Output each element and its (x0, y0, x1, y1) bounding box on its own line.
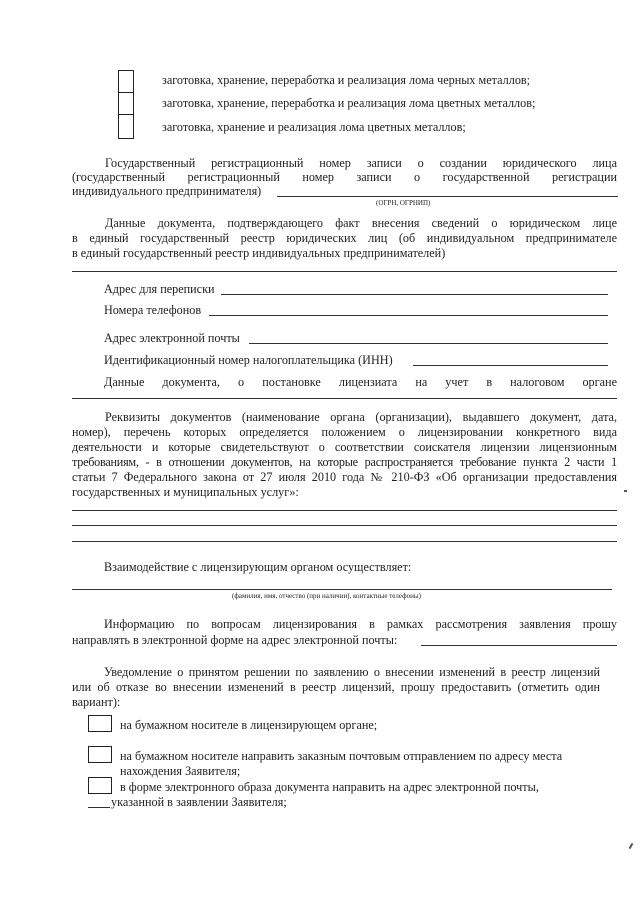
address-field[interactable] (221, 294, 608, 295)
requisites-field-1[interactable] (72, 510, 617, 511)
activity-checkbox-2[interactable] (118, 92, 134, 115)
reg-text-line-3: индивидуального предпринимателя) (72, 184, 262, 198)
tax-field[interactable] (72, 398, 617, 399)
ogrn-caption: (ОГРН, ОГРНИП) (376, 199, 431, 207)
notice-line-3: вариант): (72, 695, 121, 709)
reg-text-line-2: (государственный регистрационный номер записи о государственной регистрации (72, 170, 617, 184)
data-doc-field[interactable] (72, 271, 617, 272)
requisites-line-2: номер), перечень которых определяется положением о лицензировании конкретного вида (72, 425, 617, 439)
option-label-3b: указанной в заявлении Заявителя; (111, 795, 287, 809)
requisites-line-3: деятельности и которые свидетельствуют о соответствии соискателя лицензии лицензионным (72, 440, 617, 454)
interaction-text: Взаимодействие с лицензирующим органом осуществляет: (104, 560, 412, 574)
activity-checkbox-1[interactable] (118, 70, 134, 93)
tax-label: Данные документа, о постановке лицензиата на учет в налоговом органе (104, 375, 617, 389)
interaction-caption: (фамилия, имя, отчество (при наличии), контактные телефоны) (232, 592, 421, 600)
requisites-line-6: государственных и муниципальных услуг»: (72, 485, 299, 499)
scan-mark-bottom (629, 843, 634, 849)
info-line-1: Информацию по вопросам лицензирования в рамках рассмотрения заявления прошу (104, 617, 617, 631)
phones-label: Номера телефонов (104, 303, 202, 317)
interaction-field[interactable] (72, 589, 612, 590)
inn-field[interactable] (413, 365, 608, 366)
notice-line-2: или об отказе во внесении изменений в реестр лицензий, прошу предоставить (отметить один (72, 680, 600, 694)
option-label-3a: в форме электронного образа документа направить на адрес электронной почты, (120, 780, 539, 794)
requisites-line-5: статьи 7 Федерального закона от 27 июля 2010 года № 210-ФЗ «Об организации предоставления (72, 470, 617, 484)
option-label-1: на бумажном носителе в лицензирующем органе; (120, 718, 378, 732)
data-doc-line-3: в единый государственный реестр индивидуальных предпринимателей) (72, 246, 446, 260)
scan-mark-right (624, 490, 627, 492)
email-field[interactable] (249, 343, 608, 344)
ogrn-field[interactable] (277, 196, 618, 197)
requisites-line-1: Реквизиты документов (наименование органа (организации), выдавшего документ, дата, (105, 410, 617, 424)
notice-line-1: Уведомление о принятом решении по заявлению о внесении изменений в реестр лицензий (104, 665, 600, 679)
inn-label: Идентификационный номер налогоплательщика (ИНН) (104, 353, 393, 367)
data-doc-line-1: Данные документа, подтверждающего факт внесения сведений о юридическом лице (105, 216, 617, 230)
option-label-2a: на бумажном носителе направить заказным почтовым отправлением по адресу места (120, 749, 563, 763)
reg-text-line-1: Государственный регистрационный номер записи о создании юридического лица (105, 156, 617, 170)
option-label-2b: нахождения Заявителя; (120, 764, 241, 778)
phones-field[interactable] (209, 315, 608, 316)
activity-checkbox-3[interactable] (118, 114, 134, 139)
info-line-2: направлять в электронной форме на адрес электронной почты: (72, 633, 398, 647)
requisites-field-3[interactable] (72, 541, 617, 542)
requisites-field-2[interactable] (72, 525, 617, 526)
option-checkbox-2[interactable] (88, 746, 112, 763)
requisites-line-4: требованиям, - в отношении документов, на которые распространяется требование пункта 2 части 1 (72, 455, 617, 469)
address-label: Адрес для переписки (104, 282, 215, 296)
activity-label-1: заготовка, хранение, переработка и реализация лома черных металлов; (162, 73, 531, 87)
activity-label-3: заготовка, хранение и реализация лома цветных металлов; (162, 120, 466, 134)
option-checkbox-1[interactable] (88, 715, 112, 732)
data-doc-line-2: в единый государственный реестр юридических лиц (об индивидуальном предпринимателе (72, 231, 617, 245)
option-checkbox-3[interactable] (88, 777, 112, 794)
info-email-field[interactable] (421, 645, 617, 646)
email-label: Адрес электронной почты (104, 331, 240, 345)
activity-label-2: заготовка, хранение, переработка и реализация лома цветных металлов; (162, 96, 536, 110)
option-3-prefix-line (88, 807, 110, 808)
